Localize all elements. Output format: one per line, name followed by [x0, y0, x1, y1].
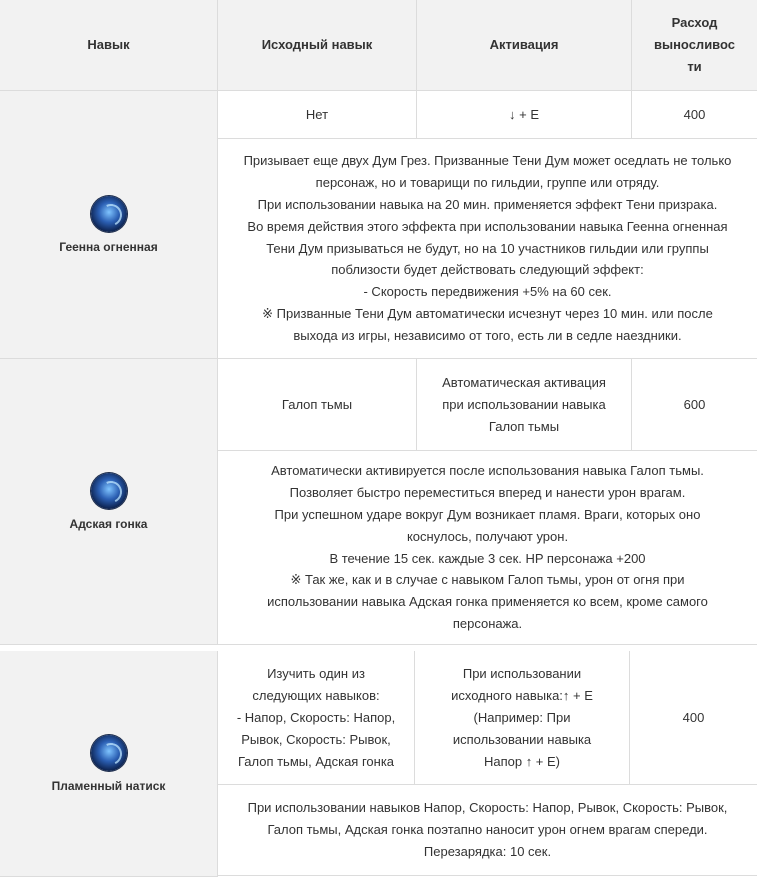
skill-description: [218, 451, 757, 645]
description-line: Позволяет быстро переместиться вперед и нанести урон врагам.: [289, 485, 686, 501]
source-line: - Напор, Скорость: Напор,: [236, 709, 396, 725]
stamina-cell: 400: [630, 651, 757, 785]
source-skill-cell: Нет: [218, 91, 417, 139]
activation-line: исходного навыка:↑ + E: [451, 687, 593, 703]
activation-line: Напор ↑ + E): [483, 753, 561, 769]
description-line: использовании навыка Адская гонка применяется ко всем, кроме самого: [267, 594, 708, 610]
activation-line: При использовании: [462, 665, 582, 681]
activation-cell: [417, 359, 632, 451]
source-skill-cell: [218, 651, 415, 785]
header-stamina-line: Расход: [671, 15, 718, 30]
header-source-skill: Исходный навык: [218, 0, 417, 91]
flame-charge-skill-icon: [91, 735, 127, 771]
skill-description: [218, 139, 757, 359]
description-line: При использовании навыка на 20 мин. применяется эффект Тени призрака.: [257, 197, 718, 212]
skill-name: Геенна огненная: [59, 239, 158, 254]
activation-line: (Например: При: [473, 709, 571, 725]
skill-cell-flame-charge: [0, 651, 218, 877]
description-line: персонажа.: [452, 615, 523, 631]
header-stamina-line: выносливос: [653, 37, 735, 52]
source-skill-cell: Галоп тьмы: [218, 359, 417, 451]
header-activation: Активация: [417, 0, 632, 91]
source-line: Изучить один из: [267, 665, 365, 681]
activation-cell: ↓ + E: [417, 91, 632, 139]
header-stamina-line: ти: [687, 59, 702, 74]
description-line: ※ Так же, как и в случае с навыком Галоп тьмы, урон от огня при: [290, 572, 685, 588]
activation-line: Галоп тьмы: [488, 418, 560, 434]
description-line: Призывает еще двух Дум Грез. Призванные Тени Дум может оседлать не только: [243, 153, 732, 169]
skill-name: Адская гонка: [69, 516, 148, 531]
source-line: Рывок, Скорость: Рывок,: [241, 731, 391, 747]
skill-cell-hell-race: [0, 359, 218, 645]
hell-race-skill-icon: [91, 473, 127, 509]
description-line: Автоматически активируется после использования навыка Галоп тьмы.: [271, 463, 704, 479]
hellfire-skill-icon: [91, 196, 127, 232]
description-line: При успешном ударе вокруг Дум возникает пламя. Враги, которых оно: [274, 506, 701, 522]
table-header: [0, 0, 757, 91]
description-line: поблизости будет действовать следующий эффект:: [331, 262, 644, 278]
skill-name: Пламенный натиск: [51, 778, 166, 793]
header-skill: Навык: [0, 0, 218, 91]
source-line: следующих навыков:: [252, 687, 380, 703]
header-stamina: [632, 0, 757, 91]
description-line: Тени Дум призываться не будут, но на 10 участников гильдии или группы: [266, 240, 709, 256]
description-line: коснулось, получают урон.: [406, 528, 569, 544]
description-line: персонаж, но и товарищи по гильдии, группе или отряду.: [315, 175, 660, 191]
description-line: выхода из игры, независимо от того, есть ли в седле наездники.: [293, 327, 682, 343]
skill-cell-hellfire: [0, 91, 218, 359]
stamina-cell: 400: [632, 91, 757, 139]
activation-line: Автоматическая активация: [442, 374, 606, 390]
description-line: В течение 15 сек. каждые 3 сек. HP персонажа +200: [329, 550, 646, 566]
description-line: При использовании навыков Напор, Скорость: Напор, Рывок, Скорость: Рывок,: [247, 800, 728, 816]
description-line: Перезарядка: 10 сек.: [423, 843, 552, 859]
skill-description: [218, 785, 757, 876]
stamina-cell: 600: [632, 359, 757, 451]
source-line: Галоп тьмы, Адская гонка: [237, 753, 395, 769]
activation-line: при использовании навыка: [442, 396, 606, 412]
activation-line: использовании навыка: [452, 731, 592, 747]
activation-cell: [415, 651, 630, 785]
description-line: - Скорость передвижения +5% на 60 сек.: [363, 284, 612, 300]
description-line: Галоп тьмы, Адская гонка поэтапно наносит урон огнем врагам спереди.: [267, 822, 708, 838]
description-line: Во время действия этого эффекта при использовании навыка Геенна огненная: [247, 218, 728, 234]
description-line: ※ Призванные Тени Дум автоматически исчезнут через 10 мин. или после: [262, 305, 713, 321]
